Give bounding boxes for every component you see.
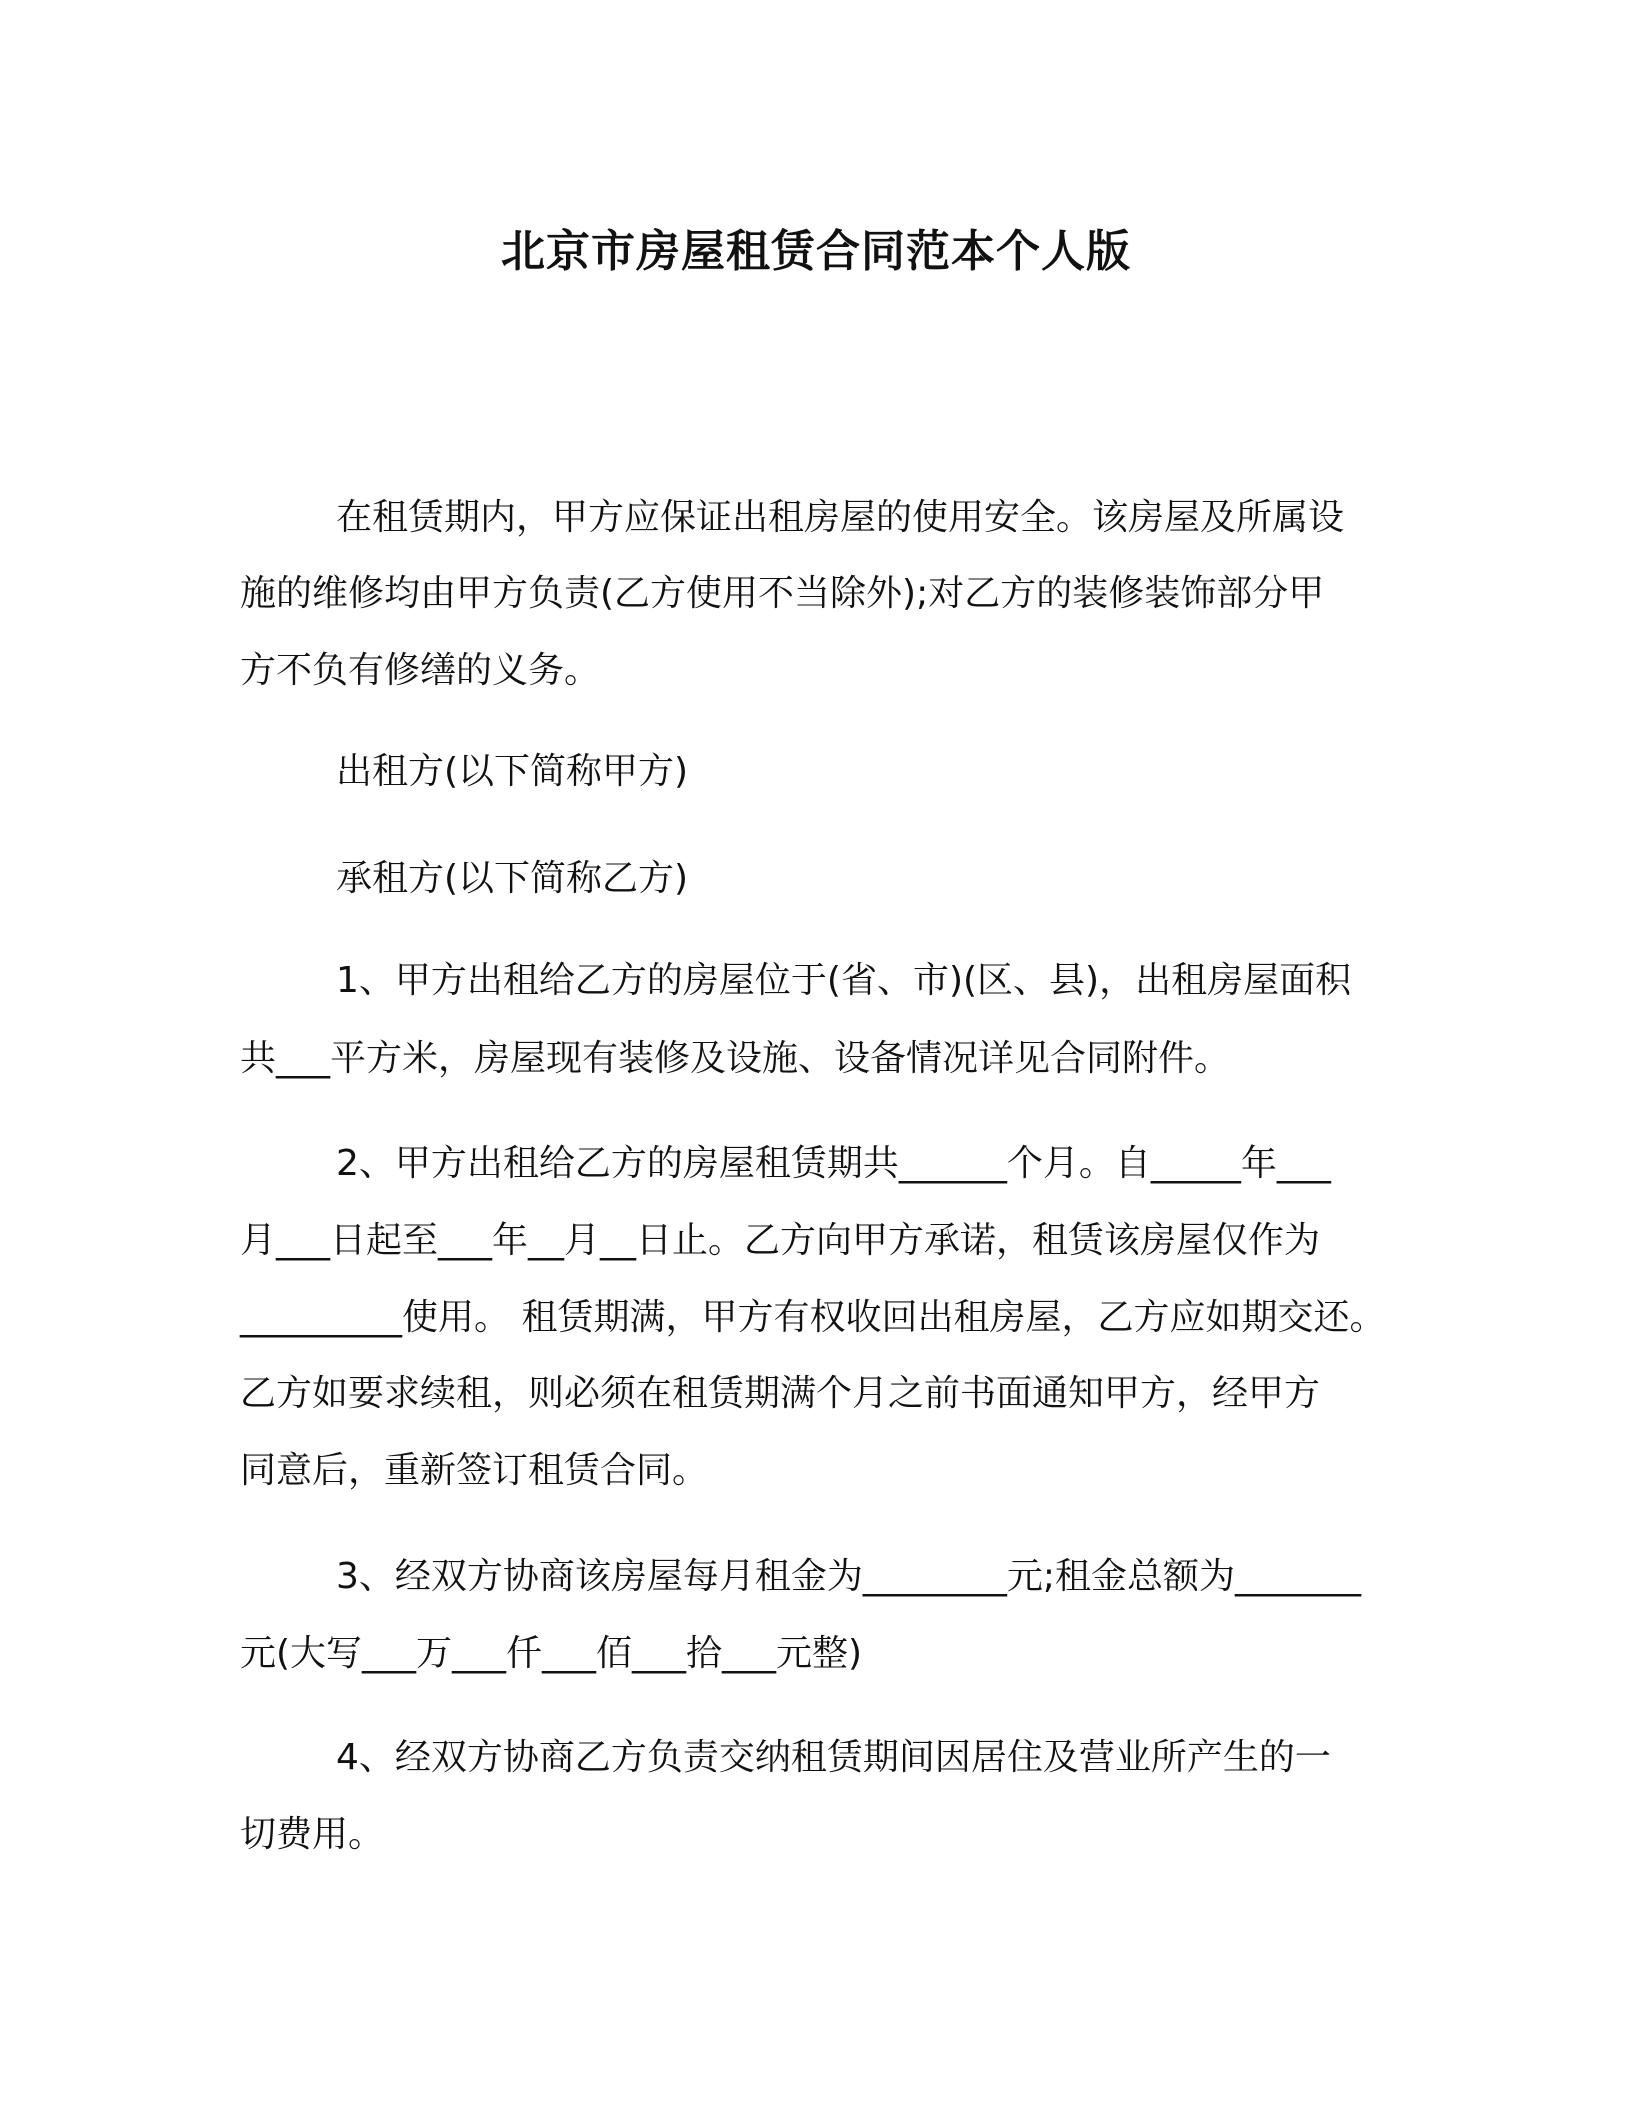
document-title: 北京市房屋租赁合同范本个人版	[501, 226, 1131, 277]
paragraph-line: 施的维修均由甲方负责(乙方使用不当除外);对乙方的装修装饰部分甲	[240, 573, 1325, 614]
paragraph-line: 共___平方米，房屋现有装修及设施、设备情况详见合同附件。	[240, 1038, 1231, 1079]
paragraph-line: _________使用。 租赁期满，甲方有权收回出租房屋，乙方应如期交还。	[240, 1297, 1386, 1338]
paragraph-line: 切费用。	[240, 1814, 385, 1855]
paragraph-line: 乙方如要求续租，则必须在租赁期满个月之前书面通知甲方，经甲方	[240, 1373, 1321, 1414]
paragraph-line: 元(大写___万___仟___佰___拾___元整)	[240, 1633, 863, 1674]
paragraph-line: 4、经双方协商乙方负责交纳租赁期间因居住及营业所产生的一	[336, 1737, 1331, 1778]
paragraph-line: 在租赁期内，甲方应保证出租房屋的使用安全。该房屋及所属设	[336, 497, 1345, 538]
paragraph-line: 3、经双方协商该房屋每月租金为________元;租金总额为_______	[336, 1556, 1362, 1597]
paragraph-line: 月___日起至___年__月__日止。乙方向甲方承诺，租赁该房屋仅作为	[240, 1220, 1321, 1261]
paragraph-line: 出租方(以下简称甲方)	[336, 751, 689, 792]
paragraph-line: 2、甲方出租给乙方的房屋租赁期共______个月。自_____年___	[336, 1143, 1331, 1184]
paragraph-line: 1、甲方出租给乙方的房屋位于(省、市)(区、县)，出租房屋面积	[336, 960, 1352, 1001]
paragraph-line: 承租方(以下简称乙方)	[336, 858, 689, 899]
paragraph-line: 同意后，重新签订租赁合同。	[240, 1450, 709, 1491]
paragraph-line: 方不负有修缮的义务。	[240, 650, 601, 691]
